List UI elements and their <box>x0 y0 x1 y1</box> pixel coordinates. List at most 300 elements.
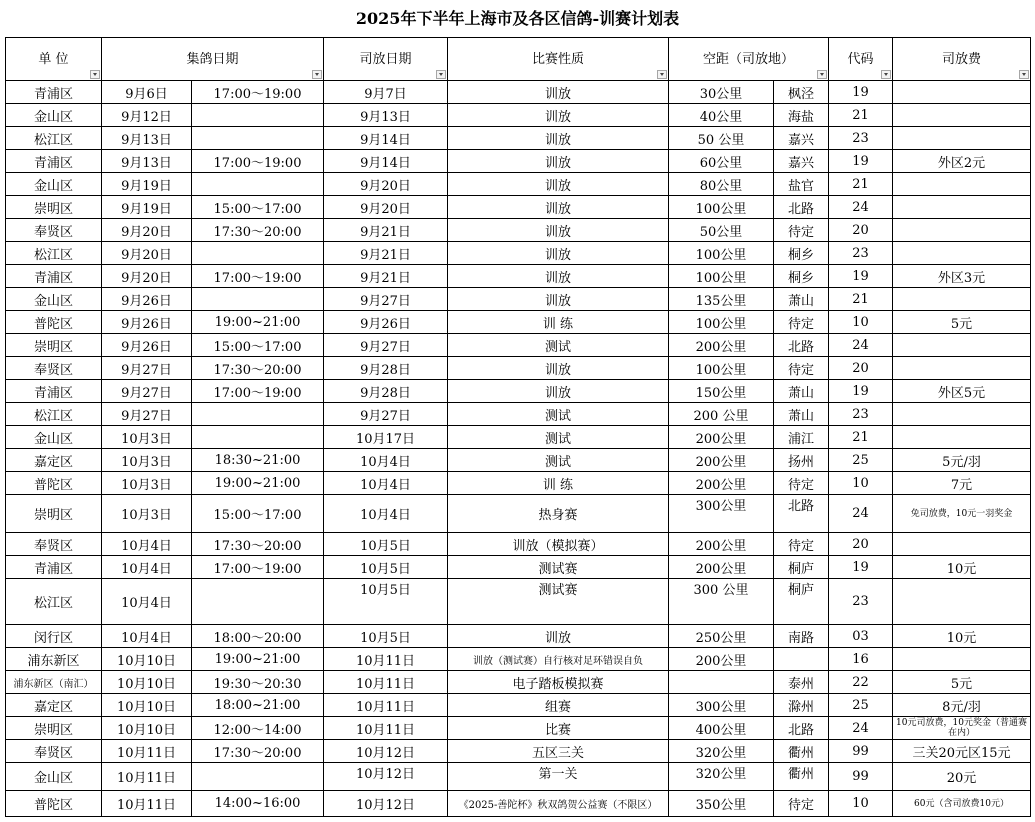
unit-cell[interactable]: 青浦区 <box>6 81 102 104</box>
code-cell[interactable]: 25 <box>829 694 893 717</box>
distance-cell[interactable] <box>669 671 774 694</box>
header-release-date[interactable]: 司放日期 <box>324 38 448 81</box>
code-cell[interactable]: 24 <box>829 495 893 533</box>
collect-time-cell[interactable]: 19:00~21:00 <box>192 648 324 671</box>
nature-cell[interactable]: 训放 <box>448 196 669 219</box>
collect-date-cell[interactable]: 9月26日 <box>102 288 192 311</box>
collect-time-cell[interactable] <box>192 426 324 449</box>
fee-cell[interactable] <box>893 533 1031 556</box>
unit-cell[interactable]: 奉贤区 <box>6 740 102 763</box>
header-collect-date[interactable]: 集鸽日期 <box>102 38 324 81</box>
unit-cell[interactable]: 浦东新区 <box>6 648 102 671</box>
code-cell[interactable]: 19 <box>829 150 893 173</box>
collect-time-cell[interactable]: 15:00～17:00 <box>192 334 324 357</box>
unit-cell[interactable]: 崇明区 <box>6 334 102 357</box>
release-date-cell[interactable]: 9月7日 <box>324 81 448 104</box>
code-cell[interactable]: 24 <box>829 196 893 219</box>
collect-time-cell[interactable]: 17:30～20:00 <box>192 740 324 763</box>
distance-cell[interactable]: 300公里 <box>669 694 774 717</box>
fee-cell[interactable]: 免司放费，10元一羽奖金 <box>893 495 1031 533</box>
distance-cell[interactable]: 250公里 <box>669 625 774 648</box>
nature-cell[interactable]: 热身赛 <box>448 495 669 533</box>
collect-date-cell[interactable]: 9月12日 <box>102 104 192 127</box>
release-place-cell[interactable]: 北路 <box>774 717 829 740</box>
table-row <box>6 311 1031 334</box>
release-place-cell[interactable]: 待定 <box>774 533 829 556</box>
collect-time-cell[interactable] <box>192 288 324 311</box>
release-date-cell[interactable]: 9月28日 <box>324 357 448 380</box>
fee-cell[interactable]: 10元 <box>893 625 1031 648</box>
collect-date-cell[interactable]: 9月20日 <box>102 265 192 288</box>
release-place-cell[interactable]: 北路 <box>774 495 829 533</box>
unit-cell[interactable]: 青浦区 <box>6 150 102 173</box>
release-date-cell[interactable]: 10月12日 <box>324 763 448 791</box>
nature-cell[interactable]: 测试 <box>448 449 669 472</box>
fee-cell[interactable]: 5元 <box>893 311 1031 334</box>
collect-date-cell[interactable]: 10月10日 <box>102 717 192 740</box>
collect-date-cell[interactable]: 9月27日 <box>102 403 192 426</box>
release-place-cell[interactable]: 桐乡 <box>774 242 829 265</box>
distance-cell[interactable]: 320公里 <box>669 763 774 791</box>
release-date-cell[interactable]: 9月28日 <box>324 380 448 403</box>
fee-cell[interactable] <box>893 219 1031 242</box>
unit-cell[interactable]: 崇明区 <box>6 495 102 533</box>
fee-cell[interactable]: 8元/羽 <box>893 694 1031 717</box>
code-cell[interactable]: 21 <box>829 104 893 127</box>
table-row <box>6 104 1031 127</box>
table-row <box>6 403 1031 426</box>
distance-cell[interactable]: 300公里 <box>669 495 774 533</box>
filter-dropdown-icon[interactable] <box>436 70 446 79</box>
table-row <box>6 449 1031 472</box>
release-date-cell[interactable]: 10月17日 <box>324 426 448 449</box>
fee-cell[interactable] <box>893 426 1031 449</box>
distance-cell[interactable]: 100公里 <box>669 311 774 334</box>
unit-cell[interactable]: 金山区 <box>6 173 102 196</box>
release-date-cell[interactable]: 9月27日 <box>324 403 448 426</box>
table-row <box>6 196 1031 219</box>
code-cell[interactable]: 03 <box>829 625 893 648</box>
unit-cell[interactable]: 嘉定区 <box>6 449 102 472</box>
collect-date-cell[interactable]: 9月27日 <box>102 380 192 403</box>
release-date-cell[interactable]: 9月20日 <box>324 173 448 196</box>
fee-cell[interactable]: 10元 <box>893 556 1031 579</box>
collect-date-cell[interactable]: 9月27日 <box>102 357 192 380</box>
collect-time-cell[interactable]: 17:00～19:00 <box>192 380 324 403</box>
fee-cell[interactable] <box>893 173 1031 196</box>
unit-cell[interactable]: 金山区 <box>6 104 102 127</box>
release-place-cell[interactable]: 衢州 <box>774 740 829 763</box>
unit-cell[interactable]: 普陀区 <box>6 791 102 817</box>
nature-cell[interactable]: 训 练 <box>448 472 669 495</box>
collect-time-cell[interactable]: 18:30~21:00 <box>192 449 324 472</box>
code-cell[interactable]: 10 <box>829 311 893 334</box>
nature-cell[interactable]: 训放 <box>448 265 669 288</box>
collect-time-cell[interactable]: 18:00～20:00 <box>192 625 324 648</box>
collect-date-cell[interactable]: 10月10日 <box>102 648 192 671</box>
release-place-cell[interactable]: 北路 <box>774 334 829 357</box>
release-place-cell[interactable]: 待定 <box>774 472 829 495</box>
header-unit[interactable]: 单 位 <box>6 38 102 81</box>
unit-cell[interactable]: 金山区 <box>6 426 102 449</box>
collect-date-cell[interactable]: 9月20日 <box>102 242 192 265</box>
collect-time-cell[interactable]: 17:00～19:00 <box>192 265 324 288</box>
collect-time-cell[interactable] <box>192 104 324 127</box>
code-cell[interactable]: 23 <box>829 242 893 265</box>
code-cell[interactable]: 20 <box>829 219 893 242</box>
unit-cell[interactable]: 青浦区 <box>6 265 102 288</box>
code-cell[interactable]: 99 <box>829 763 893 791</box>
fee-cell[interactable]: 外区3元 <box>893 265 1031 288</box>
release-place-cell[interactable]: 待定 <box>774 311 829 334</box>
code-cell[interactable]: 19 <box>829 556 893 579</box>
table-row <box>6 495 1031 533</box>
release-place-cell[interactable]: 待定 <box>774 357 829 380</box>
distance-cell[interactable]: 200公里 <box>669 533 774 556</box>
collect-time-cell[interactable]: 17:30～20:00 <box>192 357 324 380</box>
code-cell[interactable]: 19 <box>829 81 893 104</box>
unit-cell[interactable]: 松江区 <box>6 403 102 426</box>
release-date-cell[interactable]: 9月14日 <box>324 150 448 173</box>
nature-cell[interactable]: 组赛 <box>448 694 669 717</box>
fee-cell[interactable] <box>893 127 1031 150</box>
collect-date-cell[interactable]: 10月3日 <box>102 472 192 495</box>
header-distance[interactable]: 空距（司放地） <box>669 38 829 81</box>
unit-cell[interactable]: 松江区 <box>6 242 102 265</box>
distance-cell[interactable]: 100公里 <box>669 265 774 288</box>
code-cell[interactable]: 10 <box>829 472 893 495</box>
release-place-cell[interactable]: 桐庐 <box>774 579 829 625</box>
unit-cell[interactable]: 浦东新区（南汇） <box>6 671 102 694</box>
release-date-cell[interactable]: 10月5日 <box>324 556 448 579</box>
nature-cell[interactable]: 训放 <box>448 127 669 150</box>
nature-cell[interactable]: 测试 <box>448 403 669 426</box>
code-cell[interactable]: 16 <box>829 648 893 671</box>
release-place-cell[interactable]: 萧山 <box>774 380 829 403</box>
unit-cell[interactable]: 崇明区 <box>6 717 102 740</box>
code-cell[interactable]: 21 <box>829 173 893 196</box>
release-date-cell[interactable]: 10月4日 <box>324 495 448 533</box>
distance-cell[interactable]: 60公里 <box>669 150 774 173</box>
code-cell[interactable]: 19 <box>829 380 893 403</box>
fee-cell[interactable]: 5元 <box>893 671 1031 694</box>
collect-date-cell[interactable]: 10月3日 <box>102 449 192 472</box>
table-row <box>6 533 1031 556</box>
distance-cell[interactable]: 50 公里 <box>669 127 774 150</box>
release-place-cell[interactable]: 萧山 <box>774 288 829 311</box>
release-place-cell[interactable]: 待定 <box>774 219 829 242</box>
release-date-cell[interactable]: 10月12日 <box>324 791 448 817</box>
fee-cell[interactable] <box>893 288 1031 311</box>
unit-cell[interactable]: 金山区 <box>6 763 102 791</box>
fee-cell[interactable] <box>893 357 1031 380</box>
filter-dropdown-icon[interactable] <box>657 70 667 79</box>
collect-date-cell[interactable]: 9月19日 <box>102 196 192 219</box>
code-cell[interactable]: 24 <box>829 717 893 740</box>
distance-cell[interactable]: 80公里 <box>669 173 774 196</box>
code-cell[interactable]: 23 <box>829 127 893 150</box>
nature-cell[interactable]: 训放 <box>448 242 669 265</box>
collect-time-cell[interactable] <box>192 173 324 196</box>
release-date-cell[interactable]: 9月21日 <box>324 219 448 242</box>
fee-cell[interactable] <box>893 334 1031 357</box>
nature-cell[interactable]: 训放 <box>448 104 669 127</box>
filter-dropdown-icon[interactable] <box>90 70 100 79</box>
nature-cell[interactable]: 训 练 <box>448 311 669 334</box>
release-place-cell[interactable]: 扬州 <box>774 449 829 472</box>
nature-cell[interactable]: 训放 <box>448 288 669 311</box>
unit-cell[interactable]: 松江区 <box>6 127 102 150</box>
code-cell[interactable]: 10 <box>829 791 893 817</box>
release-place-cell[interactable]: 北路 <box>774 196 829 219</box>
collect-date-cell[interactable]: 10月11日 <box>102 791 192 817</box>
distance-cell[interactable]: 100公里 <box>669 196 774 219</box>
unit-cell[interactable]: 金山区 <box>6 288 102 311</box>
unit-cell[interactable]: 松江区 <box>6 579 102 625</box>
nature-cell[interactable]: 训放 <box>448 625 669 648</box>
fee-cell[interactable]: 三关20元区15元 <box>893 740 1031 763</box>
code-cell[interactable]: 22 <box>829 671 893 694</box>
fee-cell[interactable] <box>893 403 1031 426</box>
release-date-cell[interactable]: 9月20日 <box>324 196 448 219</box>
release-place-cell[interactable]: 泰州 <box>774 671 829 694</box>
code-cell[interactable]: 24 <box>829 334 893 357</box>
collect-date-cell[interactable]: 10月11日 <box>102 763 192 791</box>
nature-cell[interactable]: 训放 <box>448 81 669 104</box>
release-place-cell[interactable]: 浦江 <box>774 426 829 449</box>
collect-date-cell[interactable]: 9月26日 <box>102 334 192 357</box>
distance-cell[interactable]: 300 公里 <box>669 579 774 625</box>
code-cell[interactable]: 20 <box>829 357 893 380</box>
unit-cell[interactable]: 嘉定区 <box>6 694 102 717</box>
table-row <box>6 150 1031 173</box>
code-cell[interactable]: 25 <box>829 449 893 472</box>
code-cell[interactable]: 21 <box>829 426 893 449</box>
distance-cell[interactable]: 100公里 <box>669 357 774 380</box>
table-row <box>6 173 1031 196</box>
collect-date-cell[interactable]: 10月10日 <box>102 694 192 717</box>
nature-cell[interactable]: 训放 <box>448 150 669 173</box>
collect-date-cell[interactable]: 10月4日 <box>102 579 192 625</box>
fee-cell[interactable] <box>893 648 1031 671</box>
collect-time-cell[interactable] <box>192 242 324 265</box>
collect-date-cell[interactable]: 10月3日 <box>102 495 192 533</box>
header-code[interactable]: 代码 <box>829 38 893 81</box>
fee-cell[interactable] <box>893 81 1031 104</box>
nature-cell[interactable]: 训放（测试赛）自行核对足环错误自负 <box>448 648 669 671</box>
header-row <box>6 38 1031 81</box>
release-place-cell[interactable]: 南路 <box>774 625 829 648</box>
code-cell[interactable]: 99 <box>829 740 893 763</box>
release-date-cell[interactable]: 10月11日 <box>324 648 448 671</box>
distance-cell[interactable]: 200公里 <box>669 556 774 579</box>
fee-cell[interactable] <box>893 242 1031 265</box>
collect-time-cell[interactable] <box>192 127 324 150</box>
release-place-cell[interactable]: 桐庐 <box>774 556 829 579</box>
distance-cell[interactable]: 320公里 <box>669 740 774 763</box>
collect-date-cell[interactable]: 10月10日 <box>102 671 192 694</box>
unit-cell[interactable]: 奉贤区 <box>6 357 102 380</box>
release-date-cell[interactable]: 10月4日 <box>324 449 448 472</box>
distance-cell[interactable]: 200公里 <box>669 426 774 449</box>
distance-cell[interactable]: 200公里 <box>669 334 774 357</box>
code-cell[interactable]: 21 <box>829 288 893 311</box>
collect-time-cell[interactable]: 14:00~16:00 <box>192 791 324 817</box>
distance-cell[interactable]: 200公里 <box>669 648 774 671</box>
nature-cell[interactable]: 训放 <box>448 357 669 380</box>
release-date-cell[interactable]: 10月11日 <box>324 717 448 740</box>
table-row <box>6 357 1031 380</box>
fee-cell[interactable]: 外区5元 <box>893 380 1031 403</box>
fee-cell[interactable] <box>893 579 1031 625</box>
collect-time-cell[interactable] <box>192 763 324 791</box>
distance-cell[interactable]: 100公里 <box>669 242 774 265</box>
collect-date-cell[interactable]: 10月11日 <box>102 740 192 763</box>
nature-cell[interactable]: 测试赛 <box>448 579 669 625</box>
collect-time-cell[interactable]: 18:00~21:00 <box>192 694 324 717</box>
collect-date-cell[interactable]: 9月6日 <box>102 81 192 104</box>
distance-cell[interactable]: 200 公里 <box>669 403 774 426</box>
nature-cell[interactable]: 训放（模拟赛） <box>448 533 669 556</box>
collect-time-cell[interactable]: 12:00～14:00 <box>192 717 324 740</box>
collect-time-cell[interactable]: 17:30～20:00 <box>192 219 324 242</box>
distance-cell[interactable]: 30公里 <box>669 81 774 104</box>
collect-time-cell[interactable] <box>192 403 324 426</box>
release-place-cell[interactable]: 海盐 <box>774 104 829 127</box>
release-date-cell[interactable]: 9月26日 <box>324 311 448 334</box>
release-date-cell[interactable]: 10月4日 <box>324 472 448 495</box>
release-date-cell[interactable]: 9月14日 <box>324 127 448 150</box>
collect-time-cell[interactable]: 17:00～19:00 <box>192 150 324 173</box>
release-place-cell[interactable]: 桐乡 <box>774 265 829 288</box>
distance-cell[interactable]: 150公里 <box>669 380 774 403</box>
collect-time-cell[interactable]: 15:00～17:00 <box>192 495 324 533</box>
header-fee[interactable]: 司放费 <box>893 38 1031 81</box>
release-date-cell[interactable]: 9月27日 <box>324 334 448 357</box>
collect-date-cell[interactable]: 10月4日 <box>102 556 192 579</box>
release-date-cell[interactable]: 9月21日 <box>324 242 448 265</box>
unit-cell[interactable]: 崇明区 <box>6 196 102 219</box>
header-nature[interactable]: 比赛性质 <box>448 38 669 81</box>
fee-cell[interactable]: 7元 <box>893 472 1031 495</box>
nature-cell[interactable]: 第一关 <box>448 763 669 791</box>
release-date-cell[interactable]: 9月13日 <box>324 104 448 127</box>
release-place-cell[interactable]: 盐官 <box>774 173 829 196</box>
filter-dropdown-icon[interactable] <box>312 70 322 79</box>
fee-cell[interactable]: 20元 <box>893 763 1031 791</box>
unit-cell[interactable]: 青浦区 <box>6 556 102 579</box>
unit-cell[interactable]: 普陀区 <box>6 311 102 334</box>
code-cell[interactable]: 23 <box>829 403 893 426</box>
collect-date-cell[interactable]: 10月4日 <box>102 625 192 648</box>
release-place-cell[interactable]: 嘉兴 <box>774 127 829 150</box>
collect-date-cell[interactable]: 9月26日 <box>102 311 192 334</box>
collect-date-cell[interactable]: 9月13日 <box>102 127 192 150</box>
code-cell[interactable]: 23 <box>829 579 893 625</box>
fee-cell[interactable]: 外区2元 <box>893 150 1031 173</box>
release-date-cell[interactable]: 9月21日 <box>324 265 448 288</box>
release-place-cell[interactable]: 待定 <box>774 791 829 817</box>
collect-date-cell[interactable]: 9月20日 <box>102 219 192 242</box>
distance-cell[interactable]: 350公里 <box>669 791 774 817</box>
release-place-cell[interactable]: 嘉兴 <box>774 150 829 173</box>
nature-cell[interactable]: 训放 <box>448 173 669 196</box>
collect-date-cell[interactable]: 10月4日 <box>102 533 192 556</box>
filter-dropdown-icon[interactable] <box>881 70 891 79</box>
table-row <box>6 717 1031 740</box>
fee-cell[interactable]: 5元/羽 <box>893 449 1031 472</box>
code-cell[interactable]: 19 <box>829 265 893 288</box>
release-date-cell[interactable]: 9月27日 <box>324 288 448 311</box>
collect-time-cell[interactable]: 19:00~21:00 <box>192 472 324 495</box>
nature-cell[interactable]: 测试赛 <box>448 556 669 579</box>
collect-date-cell[interactable]: 9月19日 <box>102 173 192 196</box>
unit-cell[interactable]: 奉贤区 <box>6 219 102 242</box>
release-place-cell[interactable]: 衢州 <box>774 763 829 791</box>
release-place-cell[interactable]: 萧山 <box>774 403 829 426</box>
collect-time-cell[interactable]: 17:00～19:00 <box>192 556 324 579</box>
release-date-cell[interactable]: 10月5日 <box>324 625 448 648</box>
collect-time-cell[interactable] <box>192 579 324 625</box>
collect-time-cell[interactable]: 19:30～20:30 <box>192 671 324 694</box>
distance-cell[interactable]: 400公里 <box>669 717 774 740</box>
release-place-cell[interactable] <box>774 648 829 671</box>
unit-cell[interactable]: 普陀区 <box>6 472 102 495</box>
release-date-cell[interactable]: 10月5日 <box>324 533 448 556</box>
nature-cell[interactable]: 《2025-善陀杯》秋双鸽贺公益赛（不限区） <box>448 791 669 817</box>
collect-time-cell[interactable]: 17:00～19:00 <box>192 81 324 104</box>
fee-cell[interactable] <box>893 104 1031 127</box>
nature-cell[interactable]: 电子踏板模拟赛 <box>448 671 669 694</box>
release-date-cell[interactable]: 10月5日 <box>324 579 448 625</box>
nature-cell[interactable]: 五区三关 <box>448 740 669 763</box>
table-row <box>6 265 1031 288</box>
fee-cell[interactable]: 60元（含司放费10元） <box>893 791 1031 817</box>
unit-cell[interactable]: 青浦区 <box>6 380 102 403</box>
collect-date-cell[interactable]: 10月3日 <box>102 426 192 449</box>
nature-cell[interactable]: 测试 <box>448 426 669 449</box>
table-row <box>6 694 1031 717</box>
distance-cell[interactable]: 50公里 <box>669 219 774 242</box>
nature-cell[interactable]: 测试 <box>448 334 669 357</box>
nature-cell[interactable]: 训放 <box>448 380 669 403</box>
release-date-cell[interactable]: 10月12日 <box>324 740 448 763</box>
distance-cell[interactable]: 200公里 <box>669 472 774 495</box>
nature-cell[interactable]: 比赛 <box>448 717 669 740</box>
code-cell[interactable]: 20 <box>829 533 893 556</box>
fee-cell[interactable] <box>893 196 1031 219</box>
table-row <box>6 426 1031 449</box>
filter-dropdown-icon[interactable] <box>1019 70 1029 79</box>
release-place-cell[interactable]: 枫泾 <box>774 81 829 104</box>
release-date-cell[interactable]: 10月11日 <box>324 671 448 694</box>
collect-date-cell[interactable]: 9月13日 <box>102 150 192 173</box>
distance-cell[interactable]: 40公里 <box>669 104 774 127</box>
table-row <box>6 334 1031 357</box>
collect-time-cell[interactable]: 19:00~21:00 <box>192 311 324 334</box>
distance-cell[interactable]: 135公里 <box>669 288 774 311</box>
collect-time-cell[interactable]: 15:00～17:00 <box>192 196 324 219</box>
distance-cell[interactable]: 200公里 <box>669 449 774 472</box>
fee-cell[interactable]: 10元司放费，10元奖金（普通赛在内） <box>893 717 1031 740</box>
nature-cell[interactable]: 训放 <box>448 219 669 242</box>
filter-dropdown-icon[interactable] <box>817 70 827 79</box>
release-date-cell[interactable]: 10月11日 <box>324 694 448 717</box>
collect-time-cell[interactable]: 17:30～20:00 <box>192 533 324 556</box>
release-place-cell[interactable]: 滁州 <box>774 694 829 717</box>
unit-cell[interactable]: 闵行区 <box>6 625 102 648</box>
unit-cell[interactable]: 奉贤区 <box>6 533 102 556</box>
